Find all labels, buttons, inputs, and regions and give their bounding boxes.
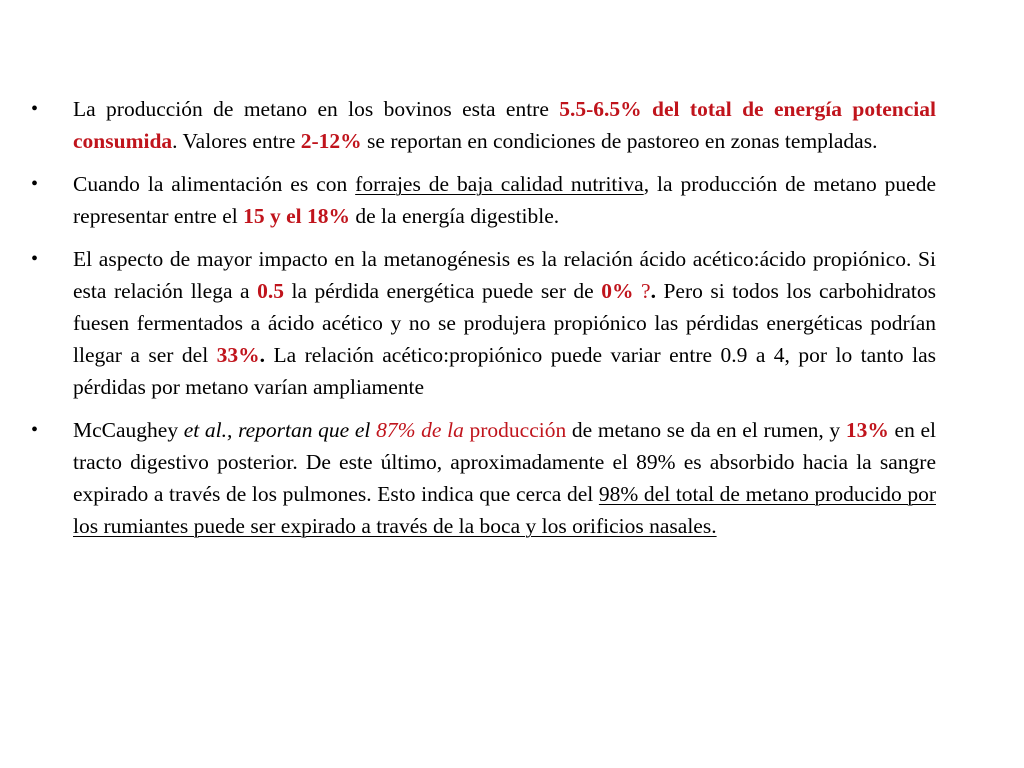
paragraph-text <box>73 168 936 232</box>
bullet-icon: • <box>31 419 39 441</box>
text-run: Pero si todos los carbohidratos fuesen fermentados a ácido acético y no se produjera propiónico las pérdidas energéticas podrían llegar a ser del <box>73 279 936 367</box>
text-run: 0% <box>601 279 634 303</box>
bullet-list <box>30 93 936 553</box>
bullet-item-rumen-methane <box>30 414 936 542</box>
text-run: se reportan en condiciones de pastoreo en zonas templadas. <box>361 129 878 153</box>
text-run: de metano se da en el rumen, y <box>566 418 846 442</box>
text-run: McCaughey <box>73 418 184 442</box>
paragraph-text <box>73 414 936 542</box>
text-run: , la producción de metano puede representar entre el <box>73 172 936 228</box>
text-run: La producción de metano en los bovinos esta entre <box>73 97 560 121</box>
text-run: 15 y el 18% <box>243 204 351 228</box>
text-run: en el tracto digestivo posterior. De este último, aproximadamente el 89% es absorbido hacia la sangre expirado a través de los pulmones. Esto indica que cerca del <box>73 418 936 506</box>
text-run: . <box>259 343 274 367</box>
text-run: 5.5-6.5% del total de energía potencial consumida <box>73 97 937 153</box>
text-run: 87% de la <box>376 418 464 442</box>
text-run: 2-12% <box>300 129 362 153</box>
text-run: ? <box>633 279 651 303</box>
text-run: et al., reportan que el <box>183 418 377 442</box>
bullet-item-methane-production <box>30 93 936 157</box>
text-run: forrajes de baja calidad nutritiva <box>355 172 644 196</box>
bullet-icon: • <box>31 248 39 270</box>
text-run: . <box>650 279 656 303</box>
text-run: producción <box>469 418 567 442</box>
text-run: . Valores entre <box>172 129 301 153</box>
text-run: la pérdida energética puede ser de <box>283 279 602 303</box>
paragraph-text <box>73 243 936 403</box>
text-run: La relación acético:propiónico puede variar entre 0.9 a 4, por lo tanto las pérdidas por metano varían ampliamente <box>73 343 936 399</box>
text-run: El aspecto de mayor impacto en la metanogénesis es la relación ácido acético:ácido propiónico. Si esta relación llega a <box>73 247 936 303</box>
bullet-item-acetic-propionic-ratio <box>30 243 936 403</box>
text-run: de la energía digestible. <box>350 204 560 228</box>
paragraph-text <box>73 93 936 157</box>
text-run: Cuando la alimentación es con <box>73 172 356 196</box>
bullet-item-low-quality-forage <box>30 168 936 232</box>
text-run: 98% del total de metano producido por los rumiantes puede ser expirado a través de la boca y los orificios nasales. <box>73 482 936 538</box>
bullet-icon: • <box>31 173 39 195</box>
text-run: 0.5 <box>257 279 284 303</box>
text-run: 33% <box>216 343 260 367</box>
bullet-icon: • <box>31 98 39 120</box>
text-run: 13% <box>845 418 889 442</box>
